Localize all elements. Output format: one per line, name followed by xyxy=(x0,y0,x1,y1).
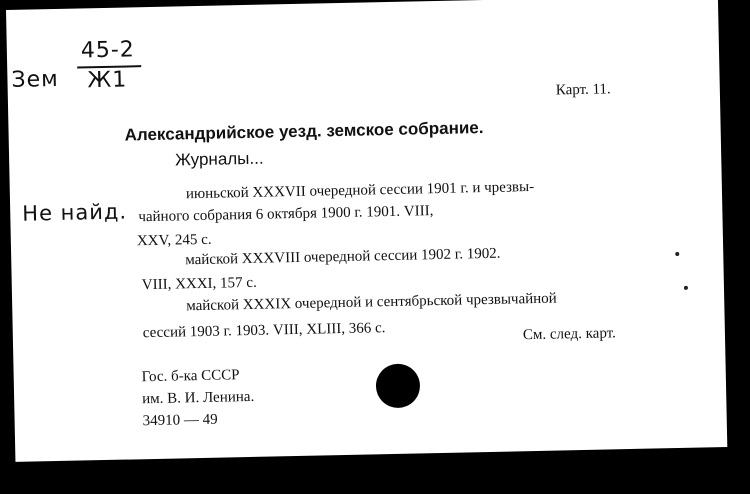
document-title: Александрийское уезд. земское собрание. xyxy=(124,118,484,145)
continuation-note: См. след. карт. xyxy=(522,325,617,344)
card-number: Карт. 11. xyxy=(555,81,611,99)
handwritten-code-denominator: Ж1 xyxy=(87,67,128,94)
entry-line: XXV, 245 с. xyxy=(136,231,212,250)
handwritten-code-prefix: Зем xyxy=(11,66,59,93)
library-name: Гос. б-ка СССР xyxy=(141,367,240,386)
entry-line: сессий 1903 г. 1903. VIII, XLIII, 366 с. xyxy=(142,320,386,342)
punch-hole xyxy=(376,363,421,408)
handwritten-code-numerator: 45-2 xyxy=(80,37,136,64)
catalog-card xyxy=(6,0,727,462)
handwritten-note: Не найд. xyxy=(22,199,128,226)
entry-line: VIII, XXXI, 157 с. xyxy=(141,274,257,294)
entry-line: чайного собрания 6 октября 1900 г. 1901. VIII, xyxy=(138,203,434,226)
speck-mark xyxy=(675,252,679,256)
speck-mark xyxy=(684,286,688,290)
entry-line: майской XXXVIII очередной сессии 1902 г. 1902. xyxy=(185,245,501,269)
entry-line: майской XXXIX очередной и сентябрьской чрезвычайной xyxy=(186,290,557,315)
inventory-number: 34910 — 49 xyxy=(142,411,218,430)
library-dedication: им. В. И. Ленина. xyxy=(142,388,255,408)
entry-line: июньской XXXVII очередной сессии 1901 г. и чрезвы- xyxy=(185,178,535,203)
document-subtitle: Журналы... xyxy=(174,148,264,170)
